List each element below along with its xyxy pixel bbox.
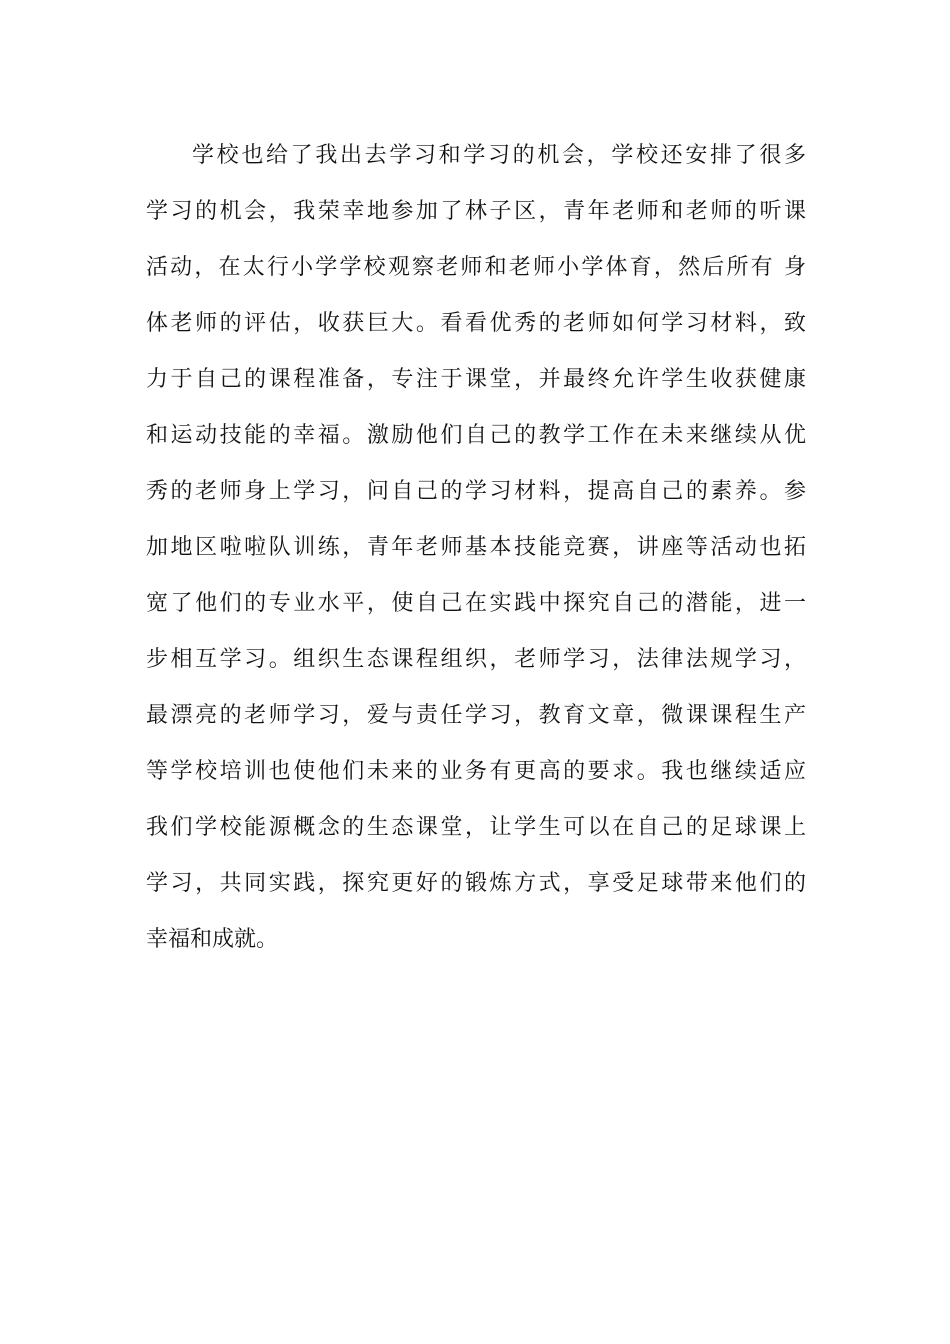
paragraph-line: 体老师的评估，收获巨大。看看优秀的老师如何学习材料，致 <box>146 311 806 336</box>
paragraph-line: 最漂亮的老师学习，爱与责任学习，教育文章，微课课程生产 <box>146 703 806 728</box>
body-paragraph <box>146 128 806 968</box>
paragraph-line: 力于自己的课程准备，专注于课堂，并最终允许学生收获健康 <box>146 367 806 392</box>
paragraph-line: 我们学校能源概念的生态课堂，让学生可以在自己的足球课上 <box>146 815 806 840</box>
paragraph-line: 活动，在太行小学学校观察老师和老师小学体育，然后所有 身 <box>146 255 806 280</box>
paragraph-line: 等学校培训也使他们未来的业务有更高的要求。我也继续适应 <box>146 759 806 784</box>
paragraph-line: 和运动技能的幸福。激励他们自己的教学工作在未来继续从优 <box>146 423 806 448</box>
paragraph-line: 宽了他们的专业水平，使自己在实践中探究自己的潜能，进一 <box>146 591 806 616</box>
paragraph-line: 秀的老师身上学习，问自己的学习材料，提高自己的素养。参 <box>146 479 806 504</box>
paragraph-line: 学习，共同实践，探究更好的锻炼方式，享受足球带来他们的 <box>146 871 806 896</box>
paragraph-line: 学校也给了我出去学习和学习的机会，学校还安排了很多 <box>192 143 806 168</box>
paragraph-line: 加地区啦啦队训练，青年老师基本技能竞赛，讲座等活动也拓 <box>146 535 806 560</box>
paragraph-line: 幸福和成就。 <box>146 927 279 952</box>
paragraph-line: 步相互学习。组织生态课程组织，老师学习，法律法规学习， <box>146 647 806 672</box>
paragraph-line: 学习的机会，我荣幸地参加了林子区，青年老师和老师的听课 <box>146 199 806 224</box>
